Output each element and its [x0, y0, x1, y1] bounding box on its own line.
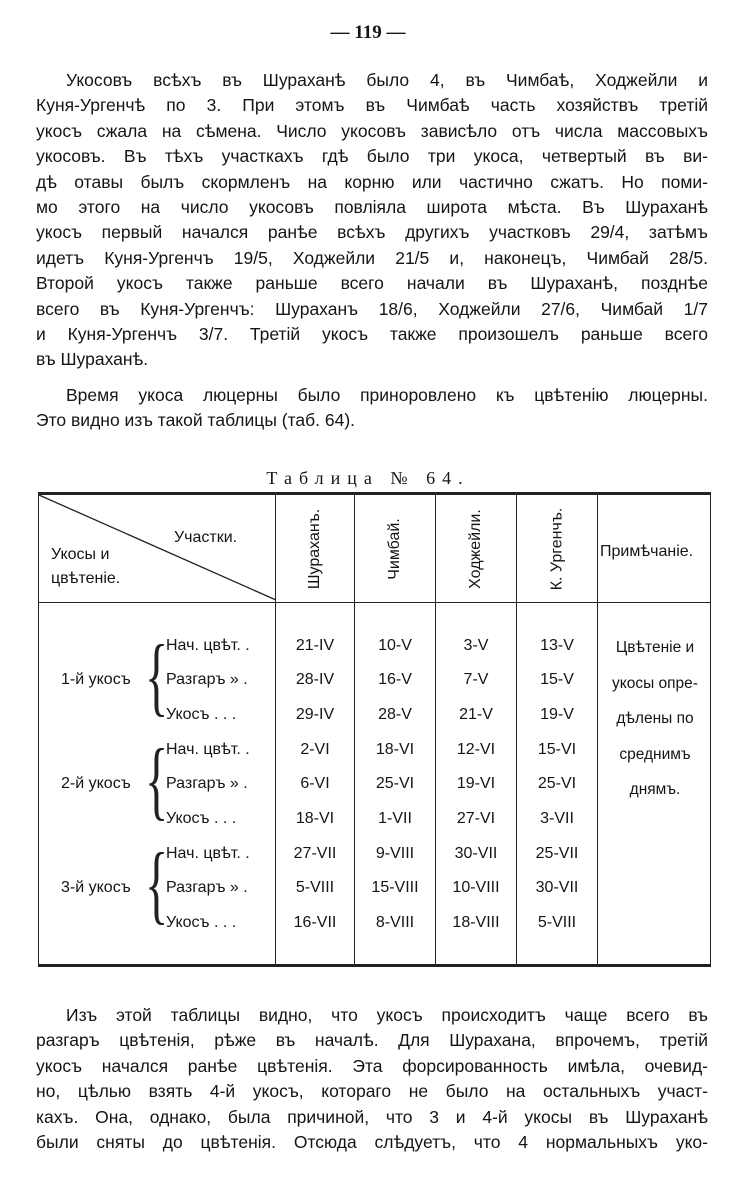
- group-brace: {: [145, 836, 169, 933]
- table-cell: 19-VI: [456, 775, 496, 792]
- row-label: Нач. цвѣт. .: [166, 845, 250, 862]
- column-header-shurakhan: [300, 503, 330, 595]
- page-number: — 119 —: [330, 22, 406, 43]
- table-cell: 5-VIII: [537, 914, 577, 931]
- table-cell: 28-IV: [295, 671, 335, 688]
- table-cell: 10-VIII: [452, 879, 500, 896]
- table-cell: 25-VI: [375, 775, 415, 792]
- column-header-text: Ходжейли.: [467, 509, 485, 589]
- row-label: Разгаръ » .: [166, 879, 248, 896]
- header-sites: Участки.: [174, 529, 238, 546]
- row-label: Укосъ . . .: [166, 810, 237, 827]
- column-header-k-urgench: [542, 503, 572, 595]
- row-label: Разгаръ » .: [166, 775, 248, 792]
- text-line: укосовъ. Въ тѣхъ участкахъ гдѣ было три укоса, четвертый въ ви-: [36, 146, 708, 167]
- table-cell: 16-V: [378, 671, 412, 688]
- text-line: Время укоса люцерны было приноровлено къ цвѣтенію люцерны.: [66, 385, 708, 405]
- column-divider: [597, 495, 598, 964]
- data-table: [38, 492, 711, 967]
- note-line: днямъ.: [629, 781, 681, 798]
- table-cell: 21-IV: [295, 637, 335, 654]
- text-line: Укосовъ всѣхъ въ Шураханѣ было 4, въ Чимбаѣ, Ходжейли и: [66, 70, 708, 90]
- note-line: среднимъ: [619, 745, 691, 763]
- text-line: Второй укосъ также раньше всего начали въ Шураханѣ, позднѣе: [36, 273, 708, 294]
- table-cell: 27-VII: [293, 845, 337, 862]
- group-label: 2-й укосъ: [61, 775, 131, 792]
- header-rows: [51, 543, 120, 591]
- text-line: были сняты до цвѣтенія. Отсюда слѣдуетъ, что 4 нормальныхъ уко-: [36, 1132, 708, 1153]
- note-line: дѣлены по: [616, 710, 694, 727]
- table-cell: 15-V: [540, 671, 574, 688]
- header-divider: [39, 602, 710, 603]
- row-label: Разгаръ » .: [166, 671, 248, 688]
- table-cell: 25-VII: [535, 845, 579, 862]
- group-label: 1-й укосъ: [61, 671, 131, 688]
- text-line: Это видно изъ такой таблицы (таб. 64).: [36, 410, 356, 431]
- table-cell: 8-VIII: [375, 914, 415, 931]
- second-paragraph: [36, 383, 708, 434]
- table-cell: 18-VI: [295, 810, 335, 827]
- header-rows-line: цвѣтеніе.: [51, 570, 121, 587]
- text-line: идетъ Куня-Ургенчъ 19/5, Ходжейли 21/5 и, наконецъ, Чимбай 28/5.: [36, 247, 708, 268]
- text-line: всего въ Куня-Ургенчъ: Шураханъ 18/6, Ходжейли 27/6, Чимбай 1/7: [36, 298, 708, 319]
- text-line: въ Шураханѣ.: [36, 349, 149, 370]
- row-label: Нач. цвѣт. .: [166, 637, 250, 654]
- table-cell: 6-VI: [300, 775, 330, 792]
- table-cell: 13-V: [540, 637, 574, 654]
- text-line: но, цѣлью взять 4-й укосъ, котораго не было на остальныхъ участ-: [36, 1081, 708, 1102]
- table-cell: 30-VII: [454, 845, 498, 862]
- table-cell: 15-VIII: [371, 879, 419, 896]
- text-line: и Куня-Ургенчъ 3/7. Третій укосъ также произошелъ раньше всего: [36, 324, 708, 345]
- row-label: Укосъ . . .: [166, 914, 237, 931]
- table-cell: 12-VI: [456, 741, 496, 758]
- text-line: дѣ отавы былъ скормленъ на корню или частично сжатъ. Но поми-: [36, 171, 708, 192]
- table-cell: 18-VIII: [452, 914, 500, 931]
- table-cell: 10-V: [378, 637, 412, 654]
- column-header-chimbai: [380, 503, 410, 595]
- text-line: кахъ. Она, однако, была причиной, что 3 и 4-й укосы въ Шураханѣ: [36, 1106, 708, 1127]
- column-header-text: Шураханъ.: [306, 508, 323, 590]
- table-cell: 5-VIII: [295, 879, 335, 896]
- table-cell: 9-VIII: [375, 845, 415, 862]
- group-brace: {: [145, 628, 169, 725]
- table-cell: 7-V: [463, 671, 489, 688]
- closing-paragraph: [36, 1003, 708, 1155]
- table-cell: 1-VII: [378, 810, 412, 827]
- column-header-text: К. Ургенчъ.: [548, 507, 565, 591]
- table-cell: 2-VI: [300, 741, 330, 758]
- table-cell: 30-VII: [535, 879, 579, 896]
- table-caption: Таблица № 64.: [266, 468, 470, 488]
- group-label: 3-й укосъ: [61, 879, 131, 896]
- table-cell: 21-V: [459, 706, 493, 723]
- table-cell: 18-VI: [375, 741, 415, 758]
- table-cell: 19-V: [540, 706, 574, 723]
- table-cell: 3-V: [463, 637, 489, 654]
- note-line: Цвѣтеніе и: [615, 639, 695, 656]
- header-rows-line: Укосы и: [51, 546, 110, 563]
- table-cell: 27-VI: [456, 810, 496, 827]
- table-cell: 3-VII: [540, 810, 574, 827]
- intro-paragraph: [36, 68, 708, 373]
- group-brace: {: [145, 732, 169, 829]
- text-line: разгаръ цвѣтенія, рѣже въ началѣ. Для Шурахана, впрочемъ, третій: [36, 1030, 708, 1051]
- table-cell: 25-VI: [537, 775, 577, 792]
- text-line: укосъ начался ранѣе цвѣтенія. Эта форсированность имѣла, очевид-: [36, 1055, 708, 1076]
- note-line: укосы опре-: [612, 674, 698, 692]
- table-cell: 16-VII: [293, 914, 337, 931]
- table-cell: 15-VI: [537, 741, 577, 758]
- note-header: Примѣчаніе.: [600, 543, 694, 560]
- text-line: мо этого на число укосовъ повліяла широта мѣста. Въ Шураханѣ: [36, 197, 708, 218]
- text-line: Куня-Ургенчѣ по 3. При этомъ въ Чимбаѣ часть хозяйствъ третій: [36, 95, 708, 116]
- text-line: Изъ этой таблицы видно, что укосъ происходитъ чаще всего въ: [66, 1005, 708, 1025]
- text-line: укосъ сжала на сѣмена. Число укосовъ зависѣло отъ числа массовыхъ: [36, 120, 708, 141]
- column-header-khodzheili: [461, 503, 491, 595]
- column-header-text: Чимбай.: [386, 518, 403, 580]
- table-cell: 29-IV: [295, 706, 335, 723]
- row-label: Нач. цвѣт. .: [166, 741, 250, 758]
- table-cell: 28-V: [378, 706, 412, 723]
- row-label: Укосъ . . .: [166, 706, 237, 723]
- note-text: [599, 630, 711, 808]
- text-line: укосъ первый начался ранѣе всѣхъ другихъ участковъ 29/4, затѣмъ: [36, 222, 708, 243]
